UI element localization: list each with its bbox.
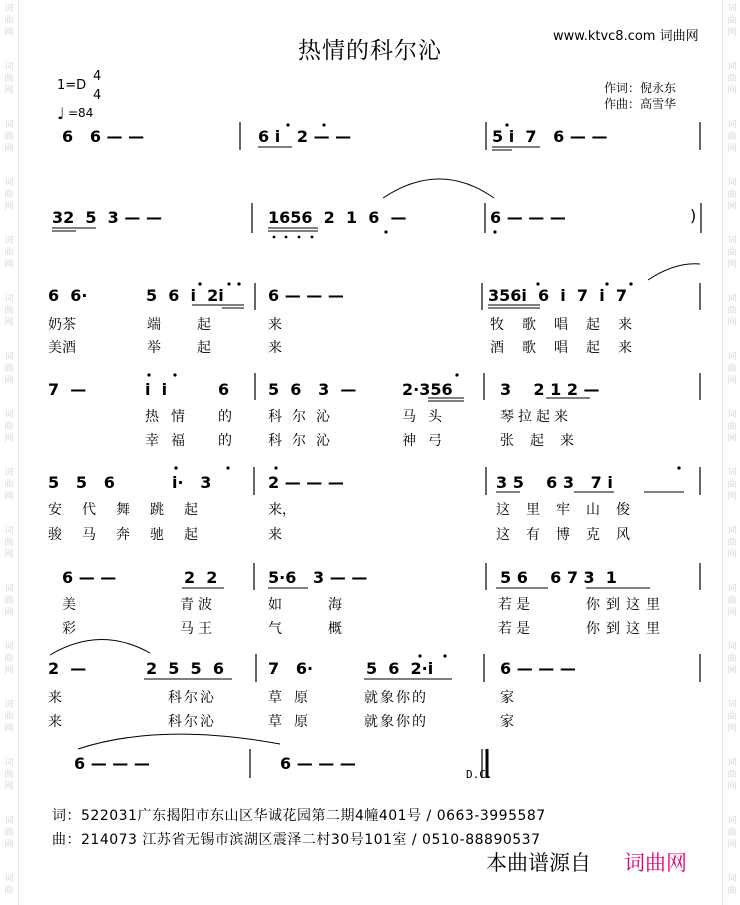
watermark-glyph: 词	[4, 410, 14, 420]
watermark-glyph: 词	[727, 178, 737, 188]
watermark-glyph: 网	[4, 782, 14, 792]
watermark-glyph: 曲	[4, 306, 14, 316]
watermark-glyph: 网	[4, 376, 14, 386]
row7-notes-b: 2 5 5 6	[146, 659, 224, 678]
row6-notes-d: 5 6 6 7 3 1	[500, 568, 617, 587]
watermark-glyph: 词	[4, 874, 14, 884]
row7-lyric1-b: 科尔沁	[168, 690, 216, 706]
watermark-glyph: 网	[727, 376, 737, 386]
watermark-glyph: 词	[4, 294, 14, 304]
watermark-glyph: 曲	[727, 190, 737, 200]
watermark-glyph: 词	[4, 236, 14, 246]
row4-notes-d: 5 6 3 —	[268, 380, 357, 399]
row3-lyric2-c: 起	[197, 340, 211, 356]
row7-notes-e: 6 — — —	[500, 659, 576, 678]
watermark-glyph: 词	[4, 178, 14, 188]
row3-lyric1-c: 起	[197, 317, 211, 333]
row6-lyric1-e: 若是	[498, 597, 534, 613]
row5-notes-a: 5 5 6	[48, 473, 115, 492]
watermark-glyph: 曲	[727, 712, 737, 722]
watermark-glyph: 词	[727, 526, 737, 536]
row3-notes-a: 6 6·	[48, 286, 88, 305]
watermark-glyph: 词	[727, 294, 737, 304]
row3-lyric2-d: 来	[268, 340, 282, 356]
watermark-glyph: 词	[4, 816, 14, 826]
row7-lyric2-d: 就象你的	[364, 714, 428, 730]
watermark-glyph: 曲	[4, 654, 14, 664]
row3-lyric2-e: 酒歌唱起来	[490, 340, 650, 356]
watermark-glyph: 词	[4, 642, 14, 652]
watermark-glyph: 词	[727, 816, 737, 826]
row7-lyric1-d: 就象你的	[364, 690, 428, 706]
watermark-glyph: 词	[4, 62, 14, 72]
watermark-glyph: 曲	[727, 886, 737, 896]
row6-lyric1-c: 如	[268, 597, 282, 613]
watermark-glyph: 网	[727, 724, 737, 734]
watermark-glyph: 词	[4, 700, 14, 710]
row6-notes-b: 2 2	[184, 568, 218, 587]
watermark-glyph: 网	[4, 724, 14, 734]
watermark-glyph: 曲	[727, 538, 737, 548]
watermark-glyph: 词	[4, 526, 14, 536]
watermark-glyph: 曲	[727, 654, 737, 664]
watermark-glyph: 曲	[4, 74, 14, 84]
row7-lyric1-a: 来	[48, 690, 62, 706]
row5-notes-b: i· 3	[172, 473, 212, 492]
tempo-marking: =84	[68, 106, 94, 120]
watermark-glyph: 词	[727, 410, 737, 420]
watermark-glyph: 词	[727, 758, 737, 768]
watermark-glyph: 网	[727, 202, 737, 212]
row2-measure3-notes: 6 — — —	[490, 208, 566, 227]
watermark-glyph: 曲	[727, 422, 737, 432]
row8-notes-b: 6 — — —	[280, 754, 356, 773]
watermark-glyph: 曲	[4, 422, 14, 432]
row4-notes-c: 6	[218, 380, 230, 399]
watermark-glyph: 曲	[4, 538, 14, 548]
watermark-glyph: 词	[727, 468, 737, 478]
row7-lyric2-c: 草原	[268, 714, 320, 730]
row6-lyric2-e: 若是	[498, 621, 534, 637]
row2-measure2-notes: 1656 2 1 6 —	[268, 208, 407, 227]
row4-lyric2-e: 张起来	[500, 433, 590, 449]
watermark-glyph: 曲	[727, 480, 737, 490]
site-url[interactable]: www.ktvc8.com 词曲网	[553, 29, 699, 44]
watermark-glyph: 曲	[727, 306, 737, 316]
watermark-glyph: 网	[727, 144, 737, 154]
watermark-glyph: 曲	[4, 190, 14, 200]
row3-notes-c: 6 — — —	[268, 286, 344, 305]
lyricist-credit: 作词：倪永东	[604, 81, 677, 95]
watermark-glyph: 词	[727, 62, 737, 72]
watermark-glyph: 网	[727, 608, 737, 618]
watermark-glyph: 词	[727, 352, 737, 362]
lyricist-address: 词：522031广东揭阳市东山区华诚花园第二期4幢401号 / 0663-3995587	[52, 808, 546, 824]
watermark-glyph: 曲	[4, 16, 14, 26]
watermark-glyph: 网	[727, 434, 737, 444]
row3-notes-b: 5 6 i 2i	[146, 286, 224, 305]
song-title: 热情的科尔沁	[298, 38, 442, 64]
row5-notes-c: 2 — — —	[268, 473, 344, 492]
watermark-glyph: 网	[4, 86, 14, 96]
watermark-glyph: 网	[4, 28, 14, 38]
row6-lyric2-f: 你到这里	[586, 621, 666, 637]
row7-notes-a: 2 —	[48, 659, 87, 678]
watermark-glyph: 曲	[727, 828, 737, 838]
row6-lyric2-b: 马王	[180, 621, 216, 637]
watermark-glyph: 曲	[4, 132, 14, 142]
watermark-glyph: 曲	[4, 480, 14, 490]
watermark-glyph: 网	[4, 608, 14, 618]
row4-lyric2-b: 的	[218, 433, 232, 449]
time-signature-denominator: 4	[93, 88, 102, 103]
row4-lyric1-c: 科尔沁	[268, 409, 340, 425]
source-brand-link[interactable]: 词曲网	[624, 851, 687, 875]
watermark-glyph: 曲	[4, 828, 14, 838]
row6-lyric2-d: 概	[328, 621, 342, 637]
row7-lyric1-e: 家	[500, 690, 514, 706]
watermark-glyph: 曲	[4, 770, 14, 780]
watermark-glyph: 曲	[727, 364, 737, 374]
row6-lyric2-c: 气	[268, 621, 282, 637]
watermark-glyph: 词	[727, 642, 737, 652]
row6-lyric2-a: 彩	[62, 621, 76, 637]
row5-lyric2-a: 骏马奔驰起	[48, 527, 218, 543]
row4-lyric1-d: 马头	[402, 409, 454, 425]
row4-lyric1-b: 的	[218, 409, 232, 425]
watermark-glyph: 曲	[727, 596, 737, 606]
watermark-glyph: 词	[4, 584, 14, 594]
watermark-glyph: 网	[4, 550, 14, 560]
row6-lyric1-d: 海	[328, 597, 342, 613]
row4-notes-a: 7 —	[48, 380, 87, 399]
watermark-glyph: 网	[727, 28, 737, 38]
row5-lyric1-c: 这里牢山俊	[496, 502, 646, 518]
watermark-glyph: 词	[727, 4, 737, 14]
row4-notes-b: i i	[145, 380, 168, 399]
row3-notes-d: 356i 6 i 7 i 7	[488, 286, 627, 305]
watermark-glyph: 曲	[4, 886, 14, 896]
watermark-glyph: 词	[4, 758, 14, 768]
watermark-glyph: 曲	[4, 248, 14, 258]
row1-measure2-notes: 6 i 2 — —	[258, 127, 352, 146]
watermark-glyph: 网	[4, 318, 14, 328]
watermark-glyph: 曲	[4, 364, 14, 374]
watermark-glyph: 网	[4, 260, 14, 270]
row6-lyric1-a: 美	[62, 597, 76, 613]
row4-lyric2-d: 神弓	[402, 433, 454, 449]
row3-lyric1-b: 端	[147, 317, 161, 333]
watermark-glyph: 词	[727, 236, 737, 246]
watermark-glyph: 网	[4, 144, 14, 154]
watermark-glyph: 网	[727, 666, 737, 676]
quarter-note-icon: ♩	[57, 104, 65, 123]
watermark-glyph: 网	[4, 840, 14, 850]
time-signature-numerator: 4	[93, 69, 102, 84]
watermark-glyph: 曲	[727, 248, 737, 258]
row6-lyric1-f: 你到这里	[586, 597, 666, 613]
row4-notes-e: 2·356	[402, 380, 453, 399]
row7-lyric1-c: 草原	[268, 690, 320, 706]
row2-measure1-notes: 32 5 3 — —	[52, 208, 162, 227]
row3-lyric2-a: 美酒	[48, 340, 76, 356]
row7-notes-c: 7 6·	[268, 659, 314, 678]
watermark-glyph: 网	[727, 550, 737, 560]
row7-lyric2-b: 科尔沁	[168, 714, 216, 730]
row6-notes-a: 6 — —	[62, 568, 117, 587]
row5-lyric1-a: 安代舞跳起	[48, 502, 218, 518]
row3-lyric1-a: 奶茶	[48, 317, 76, 333]
row6-notes-c: 5·6 3 — —	[268, 568, 368, 587]
key-signature: 1=D	[57, 78, 87, 93]
watermark-glyph: 词	[4, 352, 14, 362]
watermark-glyph: 词	[727, 120, 737, 130]
row2-end-paren: )	[690, 206, 697, 225]
row4-notes-f: 3 2 1 2 —	[500, 380, 600, 399]
watermark-glyph: 网	[727, 86, 737, 96]
watermark-glyph: 词	[4, 120, 14, 130]
row5-lyric2-c: 这有博克风	[496, 527, 646, 543]
watermark-glyph: 网	[727, 840, 737, 850]
watermark-glyph: 词	[727, 584, 737, 594]
row3-lyric1-e: 牧歌唱起来	[490, 317, 650, 333]
row3-lyric1-d: 来	[268, 317, 282, 333]
row7-lyric2-a: 来	[48, 714, 62, 730]
row5-notes-d: 3 5 6 3 7 i	[496, 473, 613, 492]
watermark-glyph: 网	[727, 782, 737, 792]
row7-notes-d: 5 6 2·i	[366, 659, 434, 678]
row4-lyric2-c: 科尔沁	[268, 433, 340, 449]
row1-measure3-notes: 5 i 7 6 — —	[492, 127, 608, 146]
watermark-glyph: 曲	[727, 16, 737, 26]
watermark-glyph: 曲	[4, 596, 14, 606]
watermark-glyph: 网	[4, 492, 14, 502]
row5-lyric2-b: 来	[268, 527, 282, 543]
row1-measure1-notes: 6 6 — —	[62, 127, 145, 146]
watermark-glyph: 网	[4, 202, 14, 212]
row4-lyric1-a: 热情	[145, 409, 197, 425]
row6-lyric1-b: 青波	[180, 597, 216, 613]
da-capo-mark: D.C.	[466, 768, 493, 781]
composer-address: 曲：214073 江苏省无锡市滨湖区震泽二村30号101室 / 0510-88890537	[52, 832, 541, 848]
row4-lyric1-e: 琴拉起来	[500, 409, 572, 425]
source-prefix: 本曲谱源自	[486, 851, 591, 875]
watermark-glyph: 网	[727, 492, 737, 502]
watermark-glyph: 曲	[727, 74, 737, 84]
row7-lyric2-e: 家	[500, 714, 514, 730]
watermark-glyph: 网	[4, 666, 14, 676]
watermark-glyph: 曲	[727, 770, 737, 780]
watermark-glyph: 词	[4, 468, 14, 478]
watermark-glyph: 词	[727, 874, 737, 884]
watermark-glyph: 词	[4, 4, 14, 14]
watermark-glyph: 曲	[727, 132, 737, 142]
watermark-glyph: 词	[727, 700, 737, 710]
row5-lyric1-b: 来，	[268, 502, 296, 518]
watermark-glyph: 网	[727, 318, 737, 328]
watermark-glyph: 网	[4, 434, 14, 444]
row4-lyric2-a: 幸福	[145, 433, 197, 449]
composer-credit: 作曲：高雪华	[604, 97, 677, 111]
watermark-glyph: 网	[727, 260, 737, 270]
row3-lyric2-b: 举	[147, 340, 161, 356]
row8-notes-a: 6 — — —	[74, 754, 150, 773]
watermark-glyph: 曲	[4, 712, 14, 722]
